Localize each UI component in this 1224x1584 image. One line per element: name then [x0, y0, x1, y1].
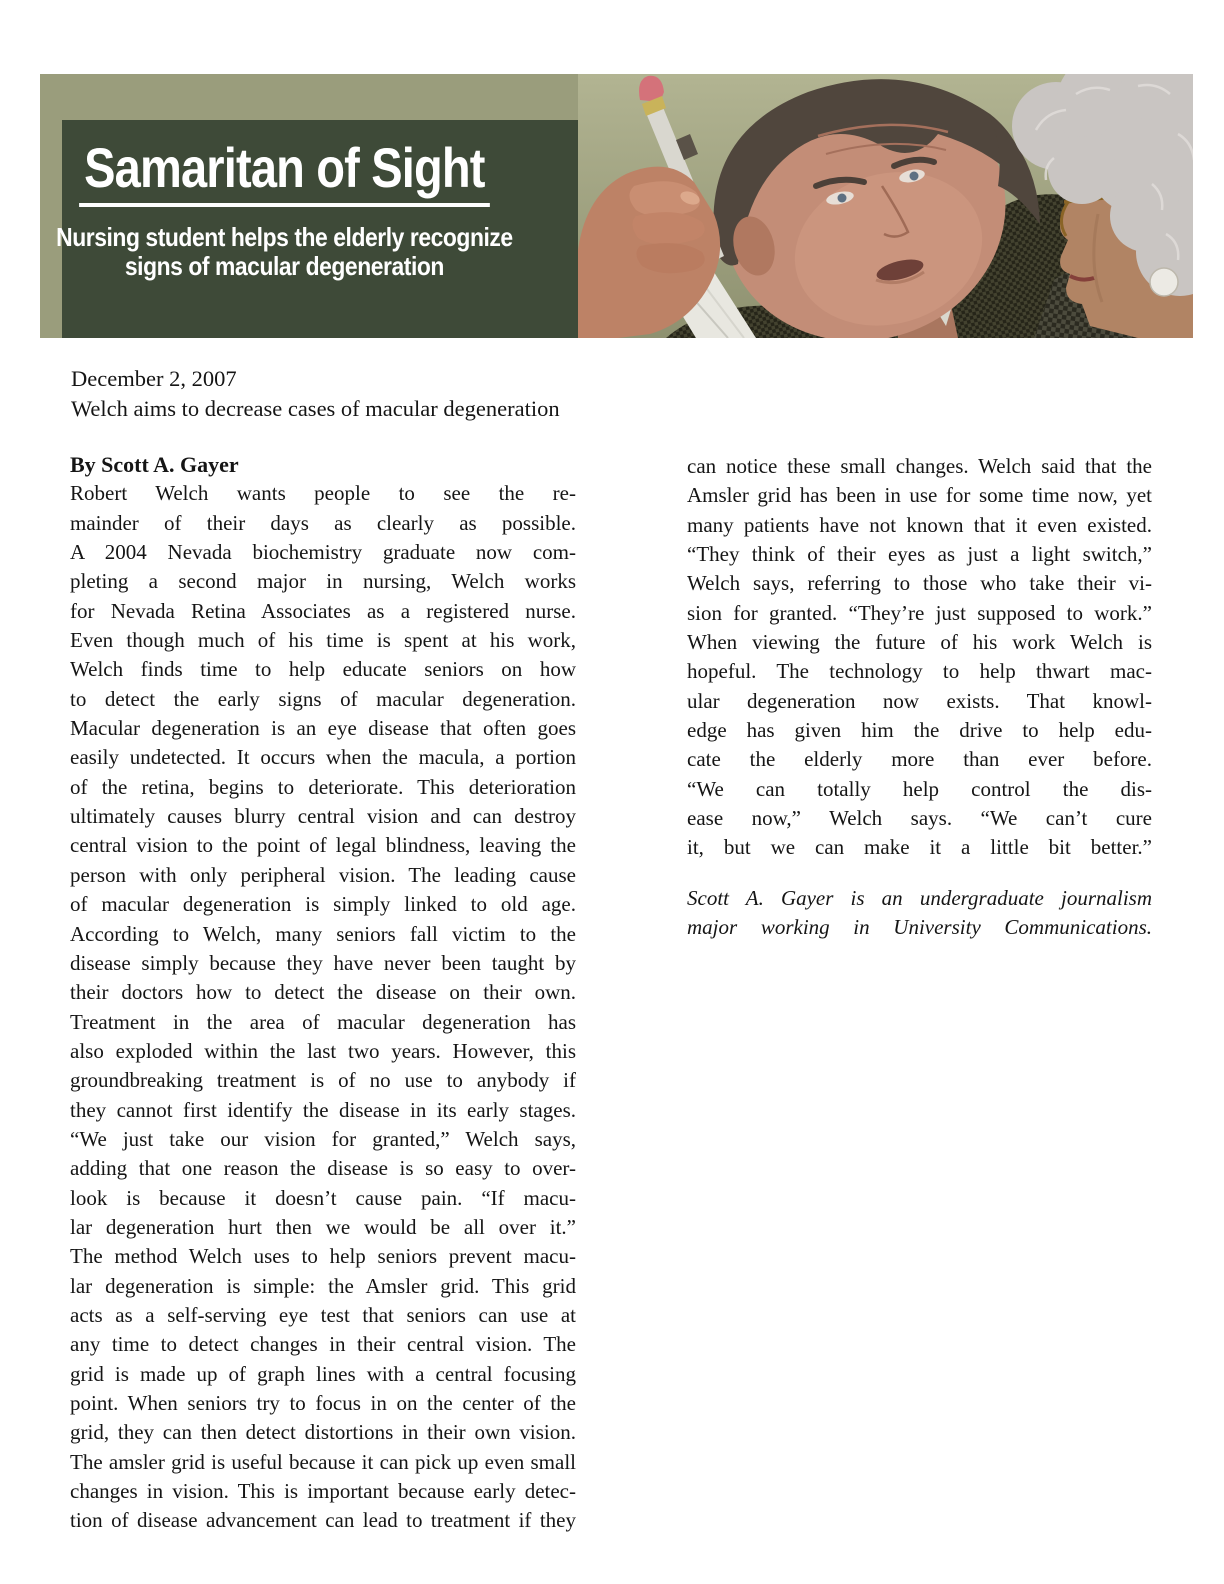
text-line: for Nevada Retina Associates as a registered nurse.	[70, 598, 576, 623]
text-line: “We can totally help control the dis-	[687, 776, 1152, 801]
text-line: grid is made up of graph lines with a central focusing	[70, 1361, 576, 1386]
text-line: disease simply because they have never been taught by	[70, 950, 576, 975]
banner-title: Samaritan of Sight	[79, 140, 490, 207]
text-line: can notice these small changes. Welch said that the	[687, 454, 1152, 478]
text-line: central vision to the point of legal blindness, leaving the	[70, 833, 576, 858]
text-line: acts as a self-serving eye test that seniors can use at	[70, 1302, 576, 1327]
text-line: According to Welch, many seniors fall victim to the	[70, 921, 576, 946]
text-line: Welch finds time to help educate seniors on how	[70, 657, 576, 682]
text-line: to detect the early signs of macular degeneration.	[70, 686, 576, 711]
text-line: sion for granted. “They’re just supposed to work.”	[687, 600, 1152, 625]
text-line: their doctors how to detect the disease on their own.	[70, 980, 576, 1005]
text-line: easily undetected. It occurs when the macula, a portion	[70, 745, 576, 770]
text-line: edge has given him the drive to help edu-	[687, 718, 1152, 743]
dateline	[71, 364, 560, 423]
text-line: Even though much of his time is spent at his work,	[70, 628, 576, 653]
banner-title-panel	[55, 120, 578, 338]
left-column	[70, 450, 576, 1536]
text-line: When viewing the future of his work Welch is	[687, 630, 1152, 655]
banner-photo	[578, 74, 1193, 338]
text-line: it, but we can make it a little bit better.”	[687, 835, 1152, 860]
text-line: person with only peripheral vision. The leading cause	[70, 862, 576, 887]
text-line: Scott A. Gayer is an undergraduate journalism	[687, 885, 1152, 910]
text-line: A 2004 Nevada biochemistry graduate now com-	[70, 540, 576, 565]
byline: By Scott A. Gayer	[70, 452, 239, 477]
right-column	[687, 452, 1152, 943]
text-line: lar degeneration hurt then we would be all over it.”	[70, 1214, 576, 1239]
text-line: tion of disease advancement can lead to treatment if they	[70, 1508, 576, 1533]
banner-subtitle-line-1: Nursing student helps the elderly recognize	[55, 222, 513, 252]
banner-subtitle	[56, 223, 513, 281]
text-line: pleting a second major in nursing, Welch works	[70, 569, 576, 594]
text-line: point. When seniors try to focus in on the center of the	[70, 1391, 576, 1415]
author-note	[687, 884, 1152, 943]
text-line: also exploded within the last two years. However, this	[70, 1038, 576, 1063]
article-date: December 2, 2007	[71, 366, 237, 391]
banner	[40, 74, 1193, 338]
text-line: ular degeneration now exists. That knowl-	[687, 688, 1152, 713]
text-line: they cannot first identify the disease in its early stages.	[70, 1097, 576, 1122]
text-line: “We just take our vision for granted,” Welch says,	[70, 1126, 576, 1151]
text-line: look is because it doesn’t cause pain. “If macu-	[70, 1185, 576, 1210]
text-line: adding that one reason the disease is so easy to over-	[70, 1156, 576, 1181]
text-line: Welch says, referring to those who take their vi-	[687, 571, 1152, 596]
text-line: mainder of their days as clearly as possible.	[70, 510, 576, 535]
text-line: many patients have not known that it even existed.	[687, 512, 1152, 537]
text-line: hopeful. The technology to help thwart mac-	[687, 659, 1152, 684]
text-line: groundbreaking treatment is of no use to anybody if	[70, 1068, 576, 1093]
banner-subtitle-line-2: signs of macular degeneration	[124, 251, 444, 281]
text-line: The method Welch uses to help seniors prevent macu-	[70, 1244, 576, 1269]
text-line: of macular degeneration is simply linked to old age.	[70, 892, 576, 917]
text-line: Robert Welch wants people to see the re-	[70, 481, 576, 506]
text-line: ultimately causes blurry central vision and can destroy	[70, 804, 576, 829]
article-headline: Welch aims to decrease cases of macular degeneration	[71, 395, 560, 421]
left-column-body	[70, 479, 576, 1535]
text-line: of the retina, begins to deteriorate. This deterioration	[70, 774, 576, 799]
text-line: Macular degeneration is an eye disease that often goes	[70, 716, 576, 741]
text-line: grid, they can then detect distortions in their own vision.	[70, 1420, 576, 1445]
text-line: Amsler grid has been in use for some time now, yet	[687, 483, 1152, 508]
text-line: The amsler grid is useful because it can pick up even small	[70, 1449, 576, 1474]
woman-earring	[1150, 268, 1178, 296]
text-line: any time to detect changes in their central vision. The	[70, 1332, 576, 1357]
right-column-body	[687, 452, 1152, 863]
text-line: cate the elderly more than ever before.	[687, 747, 1152, 772]
text-line: lar degeneration is simple: the Amsler grid. This grid	[70, 1273, 576, 1298]
text-line: Treatment in the area of macular degeneration has	[70, 1009, 576, 1034]
text-line: “They think of their eyes as just a light switch,”	[687, 542, 1152, 567]
text-line: ease now,” Welch says. “We can’t cure	[687, 806, 1152, 831]
text-line: changes in vision. This is important because early detec-	[70, 1479, 576, 1504]
text-line: major working in University Communications.	[687, 915, 1152, 940]
